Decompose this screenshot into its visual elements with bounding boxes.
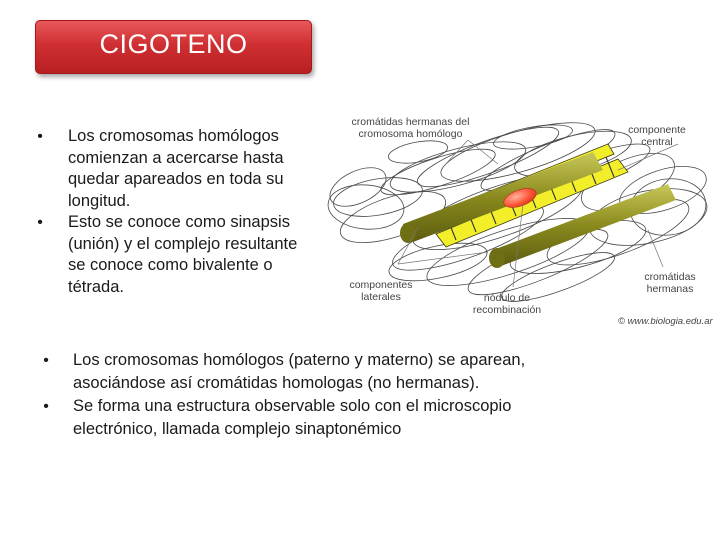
top-bullet-list [30, 126, 312, 298]
top-bullet-item [30, 126, 312, 212]
slide-title: CIGOTENO [99, 28, 248, 59]
title-banner [35, 20, 312, 74]
bottom-bullet-item [36, 395, 596, 441]
bullet-icon: • [43, 352, 49, 369]
watermark: © www.biologia.edu.ar [618, 316, 713, 327]
bullet-text: Los cromosomas homólogos comienzan a acercarse hasta quedar apareados en toda su longitud. [68, 127, 284, 210]
synaptonemal-complex-figure [318, 112, 720, 334]
bullet-icon: • [37, 214, 43, 231]
label-sister-chromatids: cromátidas hermanas [644, 271, 696, 295]
bottom-bullet-item [36, 349, 596, 395]
label-sister-chromatids-homolog: cromátidas hermanas del cromosoma homólogo [351, 116, 470, 140]
label-recombination-nodule: nódulo de recombinación [472, 292, 542, 316]
bullet-text: Los cromosomas homólogos (paterno y materno) se aparean, asociándose así cromátidas homologas (no hermanas). [73, 351, 526, 392]
bullet-text: Esto se conoce como sinapsis (unión) y el complejo resultante se conoce como bivalente o tétrada. [68, 213, 298, 296]
label-central-component: componente central [628, 124, 686, 148]
bullet-icon: • [37, 128, 43, 145]
bullet-icon: • [43, 398, 49, 415]
top-bullet-item [30, 212, 312, 298]
label-lateral-components: componentes laterales [349, 279, 413, 303]
bottom-bullet-list [36, 349, 596, 441]
bullet-text: Se forma una estructura observable solo con el microscopio electrónico, llamada complejo sinaptonémico [73, 397, 512, 438]
